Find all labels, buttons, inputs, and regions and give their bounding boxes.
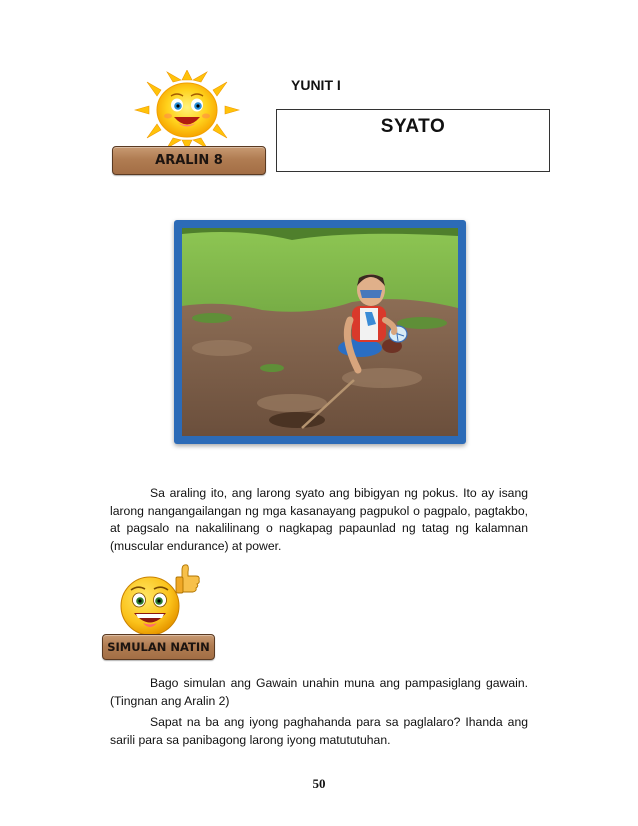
child-playing-syato-photo	[182, 228, 458, 436]
lesson-label: ARALIN 8	[112, 146, 266, 175]
page-number: 50	[312, 776, 326, 791]
thumbs-up-smiley-icon	[116, 560, 200, 638]
sun-icon	[134, 70, 240, 150]
section-label: SIMULAN NATIN	[102, 634, 215, 660]
section-paragraph-1: Bago simulan ang Gawain unahin muna ang pampasiglang gawain. (Tingnan ang Aralin 2)	[110, 676, 528, 708]
lesson-photo	[174, 220, 466, 444]
section-paragraph-2: Sapat na ba ang iyong paghahanda para sa paglalaro? Ihanda ang sarili para sa panibagong larong iyong matututuhan.	[110, 715, 528, 747]
page-title: SYATO	[380, 116, 446, 137]
unit-label: YUNIT I	[291, 77, 341, 93]
intro-paragraph: Sa araling ito, ang larong syato ang bibigyan ng pokus. Ito ay isang larong nangangailangan ng mga kasanayang pagpukol o pagpalo, pagtakbo, at pagsalo na nakalilinang o nagkapag papaunlad ng tatag ng kalamnan (muscular endurance) at power.	[110, 486, 528, 553]
title-box	[276, 109, 550, 172]
